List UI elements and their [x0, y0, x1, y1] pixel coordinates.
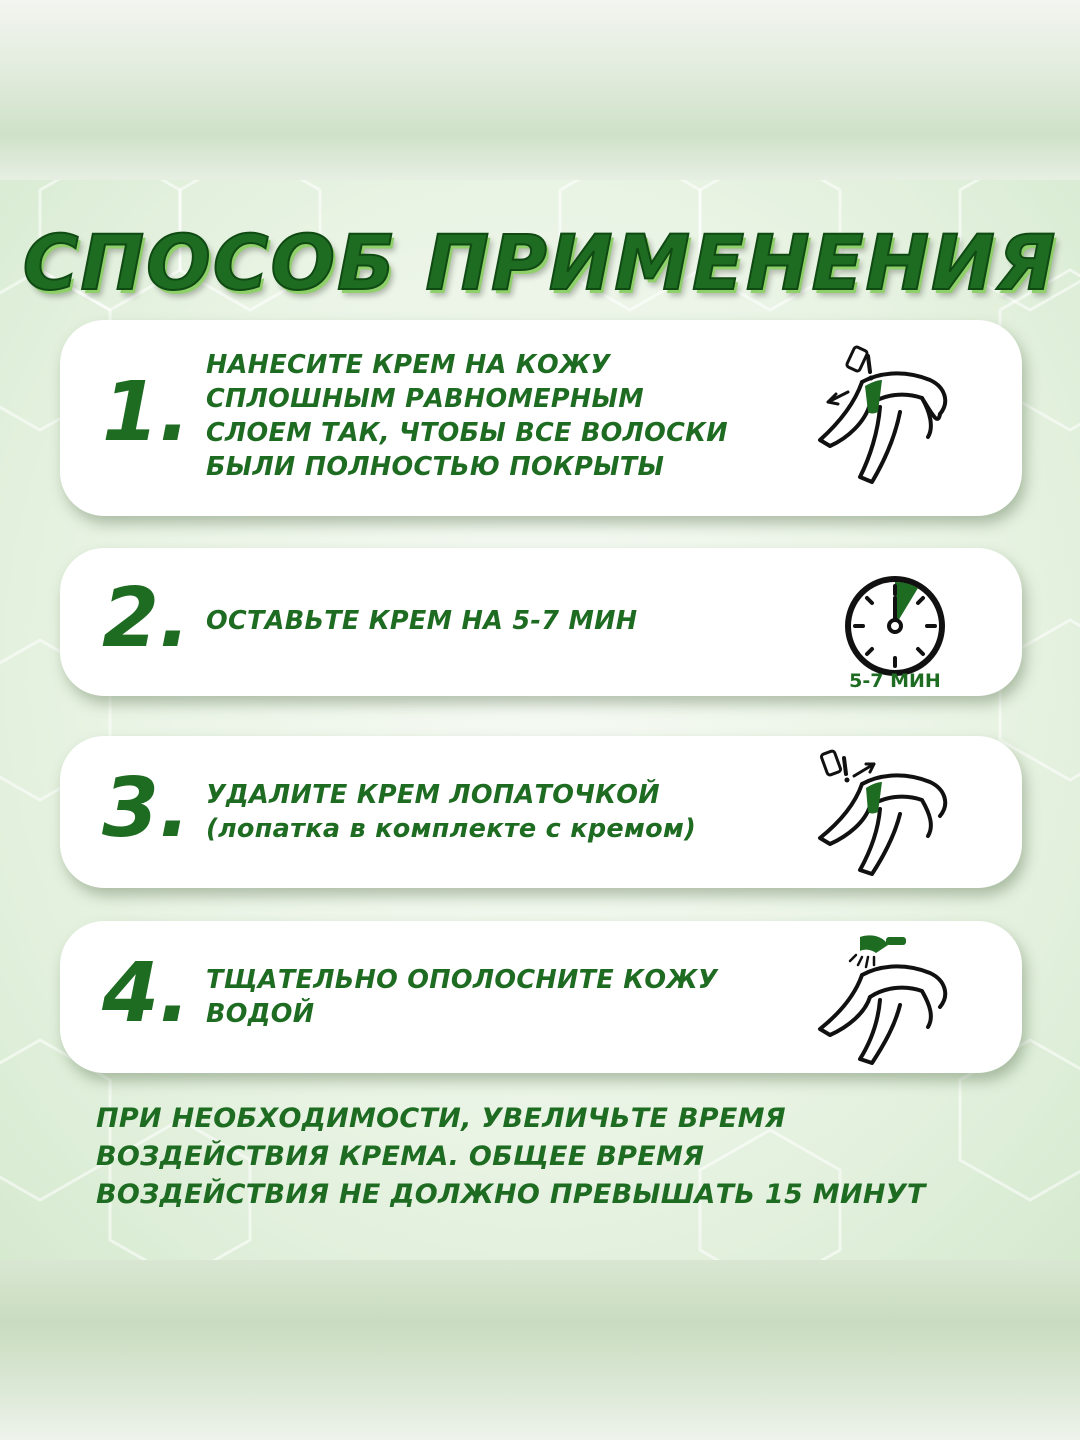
- step-number: 4.: [102, 946, 191, 1041]
- step-number: 1.: [102, 365, 191, 460]
- legs-apply-cream-icon: [810, 342, 960, 492]
- step-number: 2.: [102, 571, 191, 666]
- step-card-3: [60, 736, 1022, 888]
- timer-icon: [840, 568, 950, 678]
- step-text: УДАЛИТЕ КРЕМ ЛОПАТОЧКОЙ (лопатка в комплекте с кремом): [206, 780, 697, 844]
- usage-note: ПРИ НЕОБХОДИМОСТИ, УВЕЛИЧЬТЕ ВРЕМЯ ВОЗДЕЙСТВИЯ КРЕМА. ОБЩЕЕ ВРЕМЯ ВОЗДЕЙСТВИЯ НЕ ДОЛЖНО ПРЕВЫШАТЬ 15 МИНУТ: [96, 1103, 926, 1210]
- legs-remove-cream-icon: [810, 748, 960, 878]
- step-text: ОСТАВЬТЕ КРЕМ НА 5-7 МИН: [206, 606, 638, 636]
- step-card-1: [60, 320, 1022, 516]
- timer-caption: 5-7 МИН: [849, 670, 941, 692]
- step-text: ТЩАТЕЛЬНО ОПОЛОСНИТЕ КОЖУ ВОДОЙ: [206, 965, 718, 1029]
- step-number: 3.: [102, 761, 191, 856]
- bottom-blurred-band: [0, 1260, 1080, 1440]
- step-card-4: [60, 921, 1022, 1073]
- top-blurred-band: [0, 0, 1080, 180]
- legs-shower-icon: [810, 931, 960, 1066]
- step-text: НАНЕСИТЕ КРЕМ НА КОЖУ СПЛОШНЫМ РАВНОМЕРНЫМ СЛОЕМ ТАК, ЧТОБЫ ВСЕ ВОЛОСКИ БЫЛИ ПОЛНОСТЬЮ ПОКРЫТЫ: [206, 350, 728, 482]
- step-card-2: [60, 548, 1022, 696]
- page-title: СПОСОБ ПРИМЕНЕНИЯ: [22, 218, 1058, 307]
- instructions-panel: [0, 180, 1080, 1260]
